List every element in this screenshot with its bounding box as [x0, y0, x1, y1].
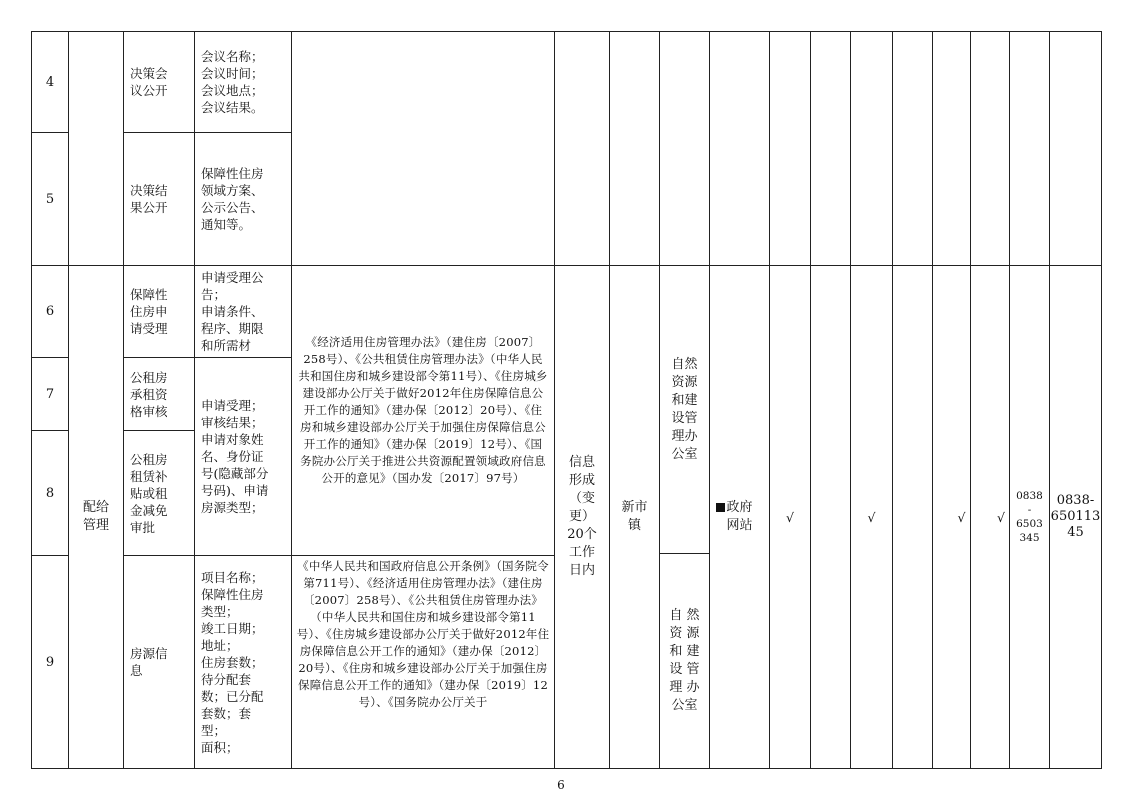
column-divider [291, 31, 292, 769]
channel-cell [710, 266, 769, 768]
content-cell: 会议名称； 会议时间； 会议地点； 会议结果。 [201, 49, 264, 115]
content-cell: 申请受理； 审核结果； 申请对象姓 名、身份证 号(隐藏部分 号码)、申请 房源类型； [201, 398, 269, 515]
row-number: 4 [45, 74, 55, 90]
item-cell: 公租房 租赁补 贴或租 金减免 审批 [130, 451, 168, 535]
content-cell: 保障性住房 领域方案、 公示公告、 通知等。 [201, 166, 264, 232]
department-cell: 自然 资源 和建 设管 理办 公室 [671, 356, 698, 462]
check-mark: √ [786, 509, 794, 525]
row-number: 8 [45, 485, 55, 501]
column-divider [892, 31, 893, 769]
row-number: 7 [45, 386, 55, 402]
table-bottom-border [31, 768, 1102, 769]
time-limit-cell: 信息 形成 （变 更） 20个 工作 日内 [567, 455, 597, 578]
item-cell: 房源信 息 [130, 646, 168, 678]
item-cell: 决策结 果公开 [130, 183, 168, 215]
phone-cell: 0838- 650113 45 [1050, 493, 1101, 540]
subject-cell: 新市 镇 [621, 500, 648, 533]
row-number: 5 [45, 191, 55, 207]
column-divider [194, 31, 195, 769]
row-number: 9 [45, 654, 55, 670]
category-cell: 配给 管理 [82, 500, 109, 533]
legal-basis-cell: 《经济适用住房管理办法》（建住房〔2007〕258号）、《公共租赁住房管理办法》（中华人民共和国住房和城乡建设部令第11号）、《住房城乡建设部办公厅关于做好2012年住房保障信息公开工作的通知》（建办保〔2012〕20号）、《住房和城乡建设部办公厅关于加强住房保障信息公开工作的通知》（建办保〔2019〕12号）、《国务院办公厅关于推进公共资源配置领域政府信息公开的意见》（国办发〔2017〕97号） [298, 335, 548, 485]
row-number: 6 [45, 304, 55, 319]
item-cell: 决策会 议公开 [130, 66, 168, 98]
channel-label: 政府 网站 [726, 500, 753, 533]
page-number: 6 [557, 778, 565, 792]
column-divider [123, 31, 124, 769]
phone-cell: 0838 - 6503 345 [1016, 490, 1043, 544]
check-mark: √ [867, 509, 876, 525]
check-mark: √ [997, 509, 1005, 525]
legal-basis-cell: 《中华人民共和国政府信息公开条例》（国务院令第711号）、《经济适用住房管理办法》（建住房〔2007〕258号）、《公共租赁住房管理办法》（中华人民共和国住房和城乡建设部令第11号）、《住房城乡建设部办公厅关于做好2012年住房保障信息公开工作的通知》（建办保〔2012〕20号）、《住房和城乡建设部办公厅关于加强住房保障信息公开工作的通知》（建办保〔2019〕12号）、《国务院办公厅关于 [296, 559, 550, 709]
content-cell: 项目名称； 保障性住房 类型； 竣工日期； 地址； 住房套数； 待分配套 数；已分配 套数；套 型； 面积； [201, 569, 264, 755]
check-mark: √ [957, 509, 966, 525]
column-divider [1101, 31, 1102, 769]
department-cell: 自 然 资 源 和 建 设 管 理 办 公室 [669, 608, 700, 713]
column-divider [810, 31, 811, 769]
item-cell: 公租房 承租资 格审核 [130, 369, 168, 419]
item-cell: 保障性 住房申 请受理 [130, 287, 168, 336]
content-cell: 申请受理公 告； 申请条件、 程序、期限 和所需材 [201, 270, 264, 353]
black-square-icon [716, 503, 725, 512]
